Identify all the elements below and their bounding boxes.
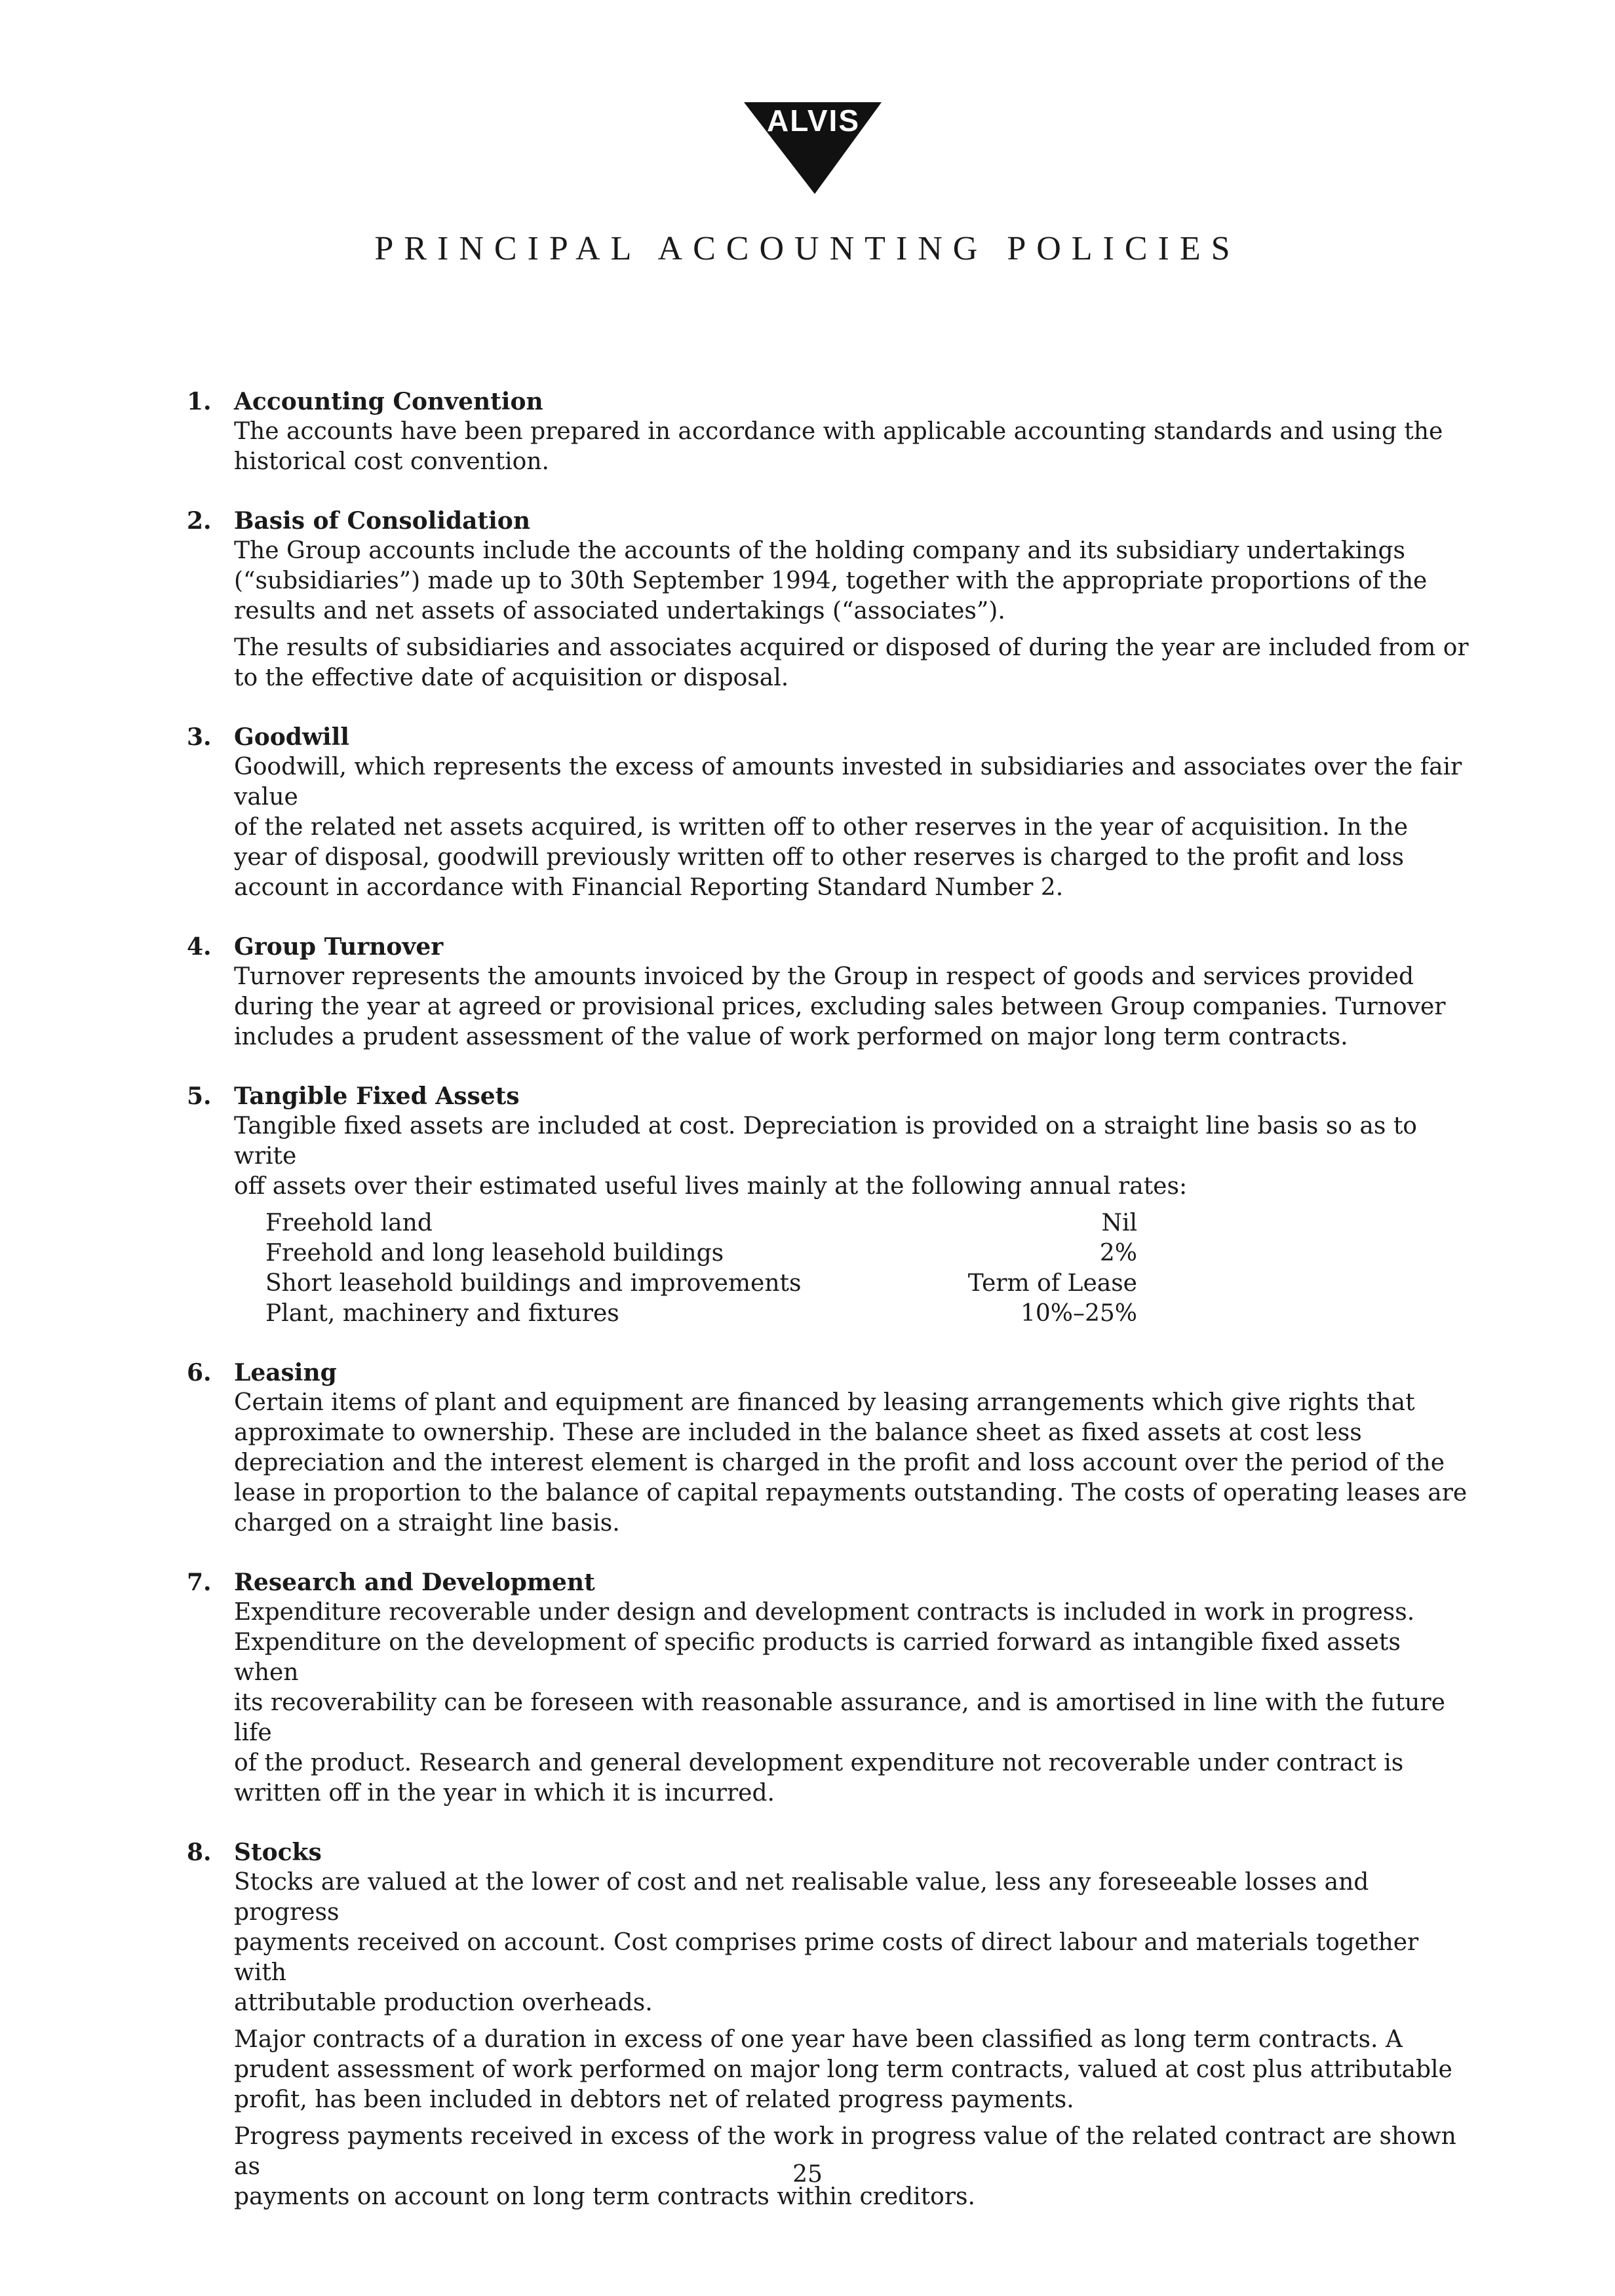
policy-paragraph: The Group accounts include the accounts of the holding company and its subsidiary undertakings (“subsidiaries”) made up to 30th September 1994, together with the appropriate proportions of the results and net assets of associated undertakings (“associates”).: [234, 537, 1428, 624]
depreciation-rate: Term of Lease: [967, 1270, 1137, 1297]
policy-section: [187, 387, 1471, 477]
policy-paragraph: Turnover represents the amounts invoiced by the Group in respect of goods and services provided during the year at agreed or provisional prices, excluding sales between Group companies. Turnover includes a prudent assessment of the value of work performed on major long term contracts.: [234, 963, 1446, 1050]
policy-heading: Group Turnover: [234, 933, 444, 961]
policy-section: [187, 722, 1471, 903]
policy-heading: Research and Development: [234, 1569, 595, 1596]
policy-paragraph: Goodwill, which represents the excess of amounts invested in subsidiaries and associates over the fair value of the related net assets acquired, is written off to other reserves in the year of acquisition. In the year of disposal, goodwill previously written off to other reserves is charged to the profit and loss account in accordance with Financial Reporting Standard Number 2.: [234, 754, 1462, 901]
policy-paragraph: Stocks are valued at the lower of cost and net realisable value, less any foreseeable losses and progress payments received on account. Cost comprises prime costs of direct labour and materials together with attributable production overheads.: [234, 1869, 1419, 2016]
policy-number: 2.: [187, 507, 212, 535]
policy-paragraph: The accounts have been prepared in accordance with applicable accounting standards and using the historical cost convention.: [234, 418, 1443, 475]
policy-section: [187, 1567, 1471, 1808]
depreciation-rate: Nil: [1101, 1210, 1137, 1236]
policy-paragraph: Expenditure recoverable under design and development contracts is included in work in progress. Expenditure on the development of specific products is carried forward as intangible fixed assets when its recoverability can be foreseen with reasonable assurance, and is amortised in line with the future life of the product. Research and general development expenditure not recoverable under contract is written off in the year in which it is incurred.: [234, 1599, 1445, 1807]
depreciation-rate: 2%: [1099, 1240, 1137, 1267]
policy-heading: Goodwill: [234, 723, 349, 751]
policy-heading: Stocks: [234, 1839, 322, 1866]
rate-row: [265, 1208, 1137, 1238]
policy-paragraph: Progress payments received in excess of the work in progress value of the related contract are shown as payments on account on long term contracts within creditors.: [234, 2123, 1456, 2210]
policy-paragraph: Major contracts of a duration in excess of one year have been classified as long term contracts. A prudent assessment of work performed on major long term contracts, valued at cost plus attributable profit, has been included in debtors net of related progress payments.: [234, 2026, 1452, 2113]
policy-number: 8.: [187, 1839, 212, 1866]
policy-heading: Accounting Convention: [234, 388, 543, 415]
asset-class: Freehold land: [265, 1210, 433, 1236]
policy-number: 3.: [187, 723, 212, 751]
policy-heading: Leasing: [234, 1359, 337, 1387]
policy-section: [187, 1358, 1471, 1539]
page-number: 25: [792, 2161, 823, 2188]
rate-row: [265, 1238, 1137, 1269]
asset-class: Freehold and long leasehold buildings: [265, 1240, 724, 1267]
policy-paragraph: The results of subsidiaries and associates acquired or disposed of during the year are included from or to the effective date of acquisition or disposal.: [234, 634, 1469, 691]
policy-section: [187, 1081, 1471, 1329]
policy-paragraph: Certain items of plant and equipment are financed by leasing arrangements which give rights that approximate to ownership. These are included in the balance sheet as fixed assets at cost less depreciation and the interest element is charged in the profit and loss account over the period of the lease in proportion to the balance of capital repayments outstanding. The costs of operating leases are charged on a straight line basis.: [234, 1389, 1468, 1537]
policy-number: 7.: [187, 1569, 212, 1596]
policy-section: [187, 932, 1471, 1052]
logo-text: ALVIS: [766, 104, 861, 138]
page-title: PRINCIPAL ACCOUNTING POLICIES: [374, 230, 1241, 267]
policy-list: [187, 387, 1471, 2241]
rate-row: [265, 1269, 1137, 1299]
asset-class: Plant, machinery and fixtures: [265, 1300, 619, 1327]
policy-section: [187, 1837, 1471, 2212]
depreciation-rates-table: [265, 1208, 1137, 1329]
policy-number: 1.: [187, 388, 212, 415]
alvis-logo: [737, 97, 888, 195]
policy-heading: Tangible Fixed Assets: [234, 1082, 520, 1110]
policy-number: 5.: [187, 1082, 212, 1110]
policy-section: [187, 506, 1471, 693]
depreciation-rate: 10%–25%: [1020, 1300, 1137, 1327]
rate-row: [265, 1299, 1137, 1329]
policy-number: 4.: [187, 933, 212, 961]
policy-number: 6.: [187, 1359, 212, 1387]
policy-paragraph: Tangible fixed assets are included at cost. Depreciation is provided on a straight line basis so as to write off assets over their estimated useful lives mainly at the following annual rates:: [234, 1113, 1417, 1200]
policy-heading: Basis of Consolidation: [234, 507, 530, 535]
asset-class: Short leasehold buildings and improvements: [265, 1270, 802, 1297]
